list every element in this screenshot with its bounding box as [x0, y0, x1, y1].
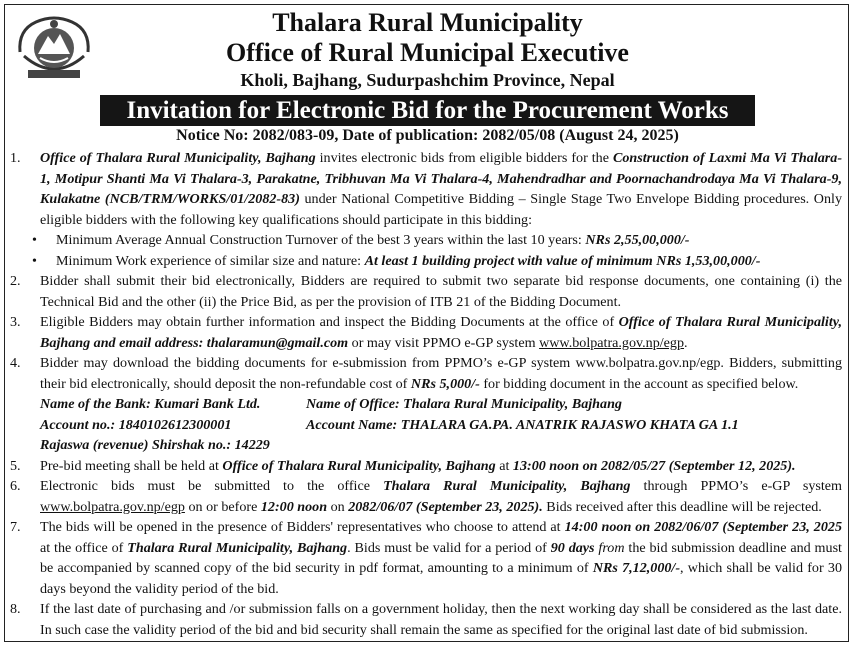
clause-number: 3. — [10, 314, 21, 330]
clause-1: 1. Office of Thalara Rural Municipality, Bajhang invites electronic bids from eligible bidders for the Construction of Laxmi Ma Vi Thalara-1, Motipur Shanti Ma Vi Thalara-3, Parakatne, Tribhuvan Ma Vi Thalara-4, Mahendradhar and Poornachandrodaya Ma Vi Thalara-9, Kulakatne (NCB/TRM/WORKS/01/2082-83) under National Competitive Bidding – Single Stage Two Envelope Bidding procedures. Only eligible bidders with the following key qualifications should participate in this bidding: — [10, 150, 843, 228]
opening-date: 14:00 noon on 2082/06/07 (September 23, 2025 — [564, 519, 842, 535]
office-account-name: Name of Office: Thalara Rural Municipality, Bajhang — [306, 396, 622, 412]
office-email: Office of Thalara Rural Municipality, Bajhang and email address: thalaramun@gmail.com — [40, 314, 842, 351]
bullet-icon: • — [32, 232, 37, 248]
qualification-turnover: • Minimum Average Annual Construction Turnover of the best 3 years within the last 10 years: NRs 2,55,00,000/- — [10, 230, 842, 251]
office-name: Office of Rural Municipal Executive — [226, 38, 629, 67]
account-number: Account no.: 1840102612300001 — [40, 416, 232, 433]
bid-security-amount: NRs 7,12,000/- — [592, 560, 681, 576]
account-name: Account Name: THALARA GA.PA. ANATRIK RAJASWO KHATA GA 1.1 — [306, 416, 739, 433]
clause-2: 2. Bidder shall submit their bid electronically, Bidders are required to submit two separate bid response documents, one containing (i) the Technical Bid and the other (ii) the Price Bid, as per the provision of ITB 21 of the Bidding Document. — [10, 273, 842, 310]
submission-deadline: 2082/06/07 (September 23, 2025). — [348, 498, 543, 515]
title-banner: Invitation for Electronic Bid for the Procurement Works — [100, 95, 755, 126]
qualification-experience: • Minimum Work experience of similar size and nature: At least 1 building project with value of minimum NRs 1,53,00,000/- — [10, 251, 842, 272]
municipality-name: Thalara Rural Municipality — [272, 8, 583, 37]
clause-6: 6. Electronic bids must be submitted to the office Thalara Rural Municipality, Bajhang through PPMO’s e-GP system www.bolpatra.gov.np/egp on or before 12:00 noon on 2082/06/07 (September 23, 2025). Bids received after this deadline will be rejected. — [10, 478, 842, 515]
clause-number: 5. — [10, 457, 21, 474]
clause-8: 8. If the last date of purchasing and /or submission falls on a government holiday, then the next working day shall be considered as the last date. In such case the validity period of the bid and bid security shall remain the same as specified for the original last date of bid submission. — [10, 601, 842, 638]
clause-7: 7. The bids will be opened in the presence of Bidders' representatives who choose to attend at 14:00 noon on 2082/06/07 (September 23, 2025 at the office of Thalara Rural Municipality, Bajhang. Bids must be valid for a period of 90 days from the bid submission deadline and must be accompanied by scanned copy of the bid security in pdf format, amounting to a minimum of NRs 7,12,000/-, which shall be valid for 30 days beyond the validity period of the bid. — [10, 519, 842, 597]
turnover-value: NRs 2,55,00,000/- — [585, 232, 690, 248]
notice-line: Notice No: 2082/083-09, Date of publication: 2082/05/08 (August 24, 2025) — [176, 127, 679, 144]
clause-number: 4. — [10, 355, 21, 371]
project-name: Construction of Laxmi Ma Vi Thalara-1, Motipur Shanti Ma Vi Thalara-3, Parakatne, Tribhuvan Ma Vi Thalara-4, Mahendradhar and Poornachandrodaya Ma Vi Thalara-9, Kulakatne (NCB/TRM/WORKS/01/2082-83) — [40, 150, 843, 207]
clause-number: 2. — [10, 273, 21, 289]
procuring-entity: Office of Thalara Rural Municipality, Bajhang — [40, 150, 316, 166]
clause-4: 4. Bidder may download the bidding documents for e-submission from PPMO’s e-GP system www.bolpatra.gov.np/egp. Bidders, submitting their bid electronically, should deposit the non-refundable cost of NRs 5,000/- for bidding document in the account as specified below. — [10, 355, 842, 392]
document-fee: NRs 5,000/- — [410, 375, 480, 392]
egp-link[interactable]: www.bolpatra.gov.np/egp — [40, 498, 185, 515]
egp-link[interactable]: www.bolpatra.gov.np/egp — [539, 334, 685, 351]
clause-5: 5. Pre-bid meeting shall be held at Office of Thalara Rural Municipality, Bajhang at 13:00 noon on 2082/05/27 (September 12, 2025). — [10, 456, 842, 477]
clause-number: 1. — [10, 150, 21, 166]
clause-3: 3. Eligible Bidders may obtain further information and inspect the Bidding Documents at the office of Office of Thalara Rural Municipality, Bajhang and email address: thalaramun@gmail.com or may visit PPMO e-GP system www.bolpatra.gov.np/egp. — [10, 314, 842, 351]
revenue-shirshak: Rajaswa (revenue) Shirshak no.: 14229 — [40, 437, 270, 453]
bank-details — [10, 394, 842, 456]
clause-number: 6. — [10, 478, 21, 494]
notice-body — [10, 148, 842, 640]
validity-period: 90 days — [550, 539, 595, 556]
clause-number: 7. — [10, 519, 21, 535]
prebid-date: 13:00 noon on 2082/05/27 (September 12, 2025). — [512, 457, 796, 474]
clause-number: 8. — [10, 601, 21, 617]
experience-value: At least 1 building project with value of minimum NRs 1,53,00,000/- — [364, 252, 761, 269]
bullet-icon: • — [32, 252, 37, 269]
office-address: Kholi, Bajhang, Sudurpashchim Province, Nepal — [240, 70, 615, 90]
bank-name: Name of the Bank: Kumari Bank Ltd. — [40, 396, 261, 412]
